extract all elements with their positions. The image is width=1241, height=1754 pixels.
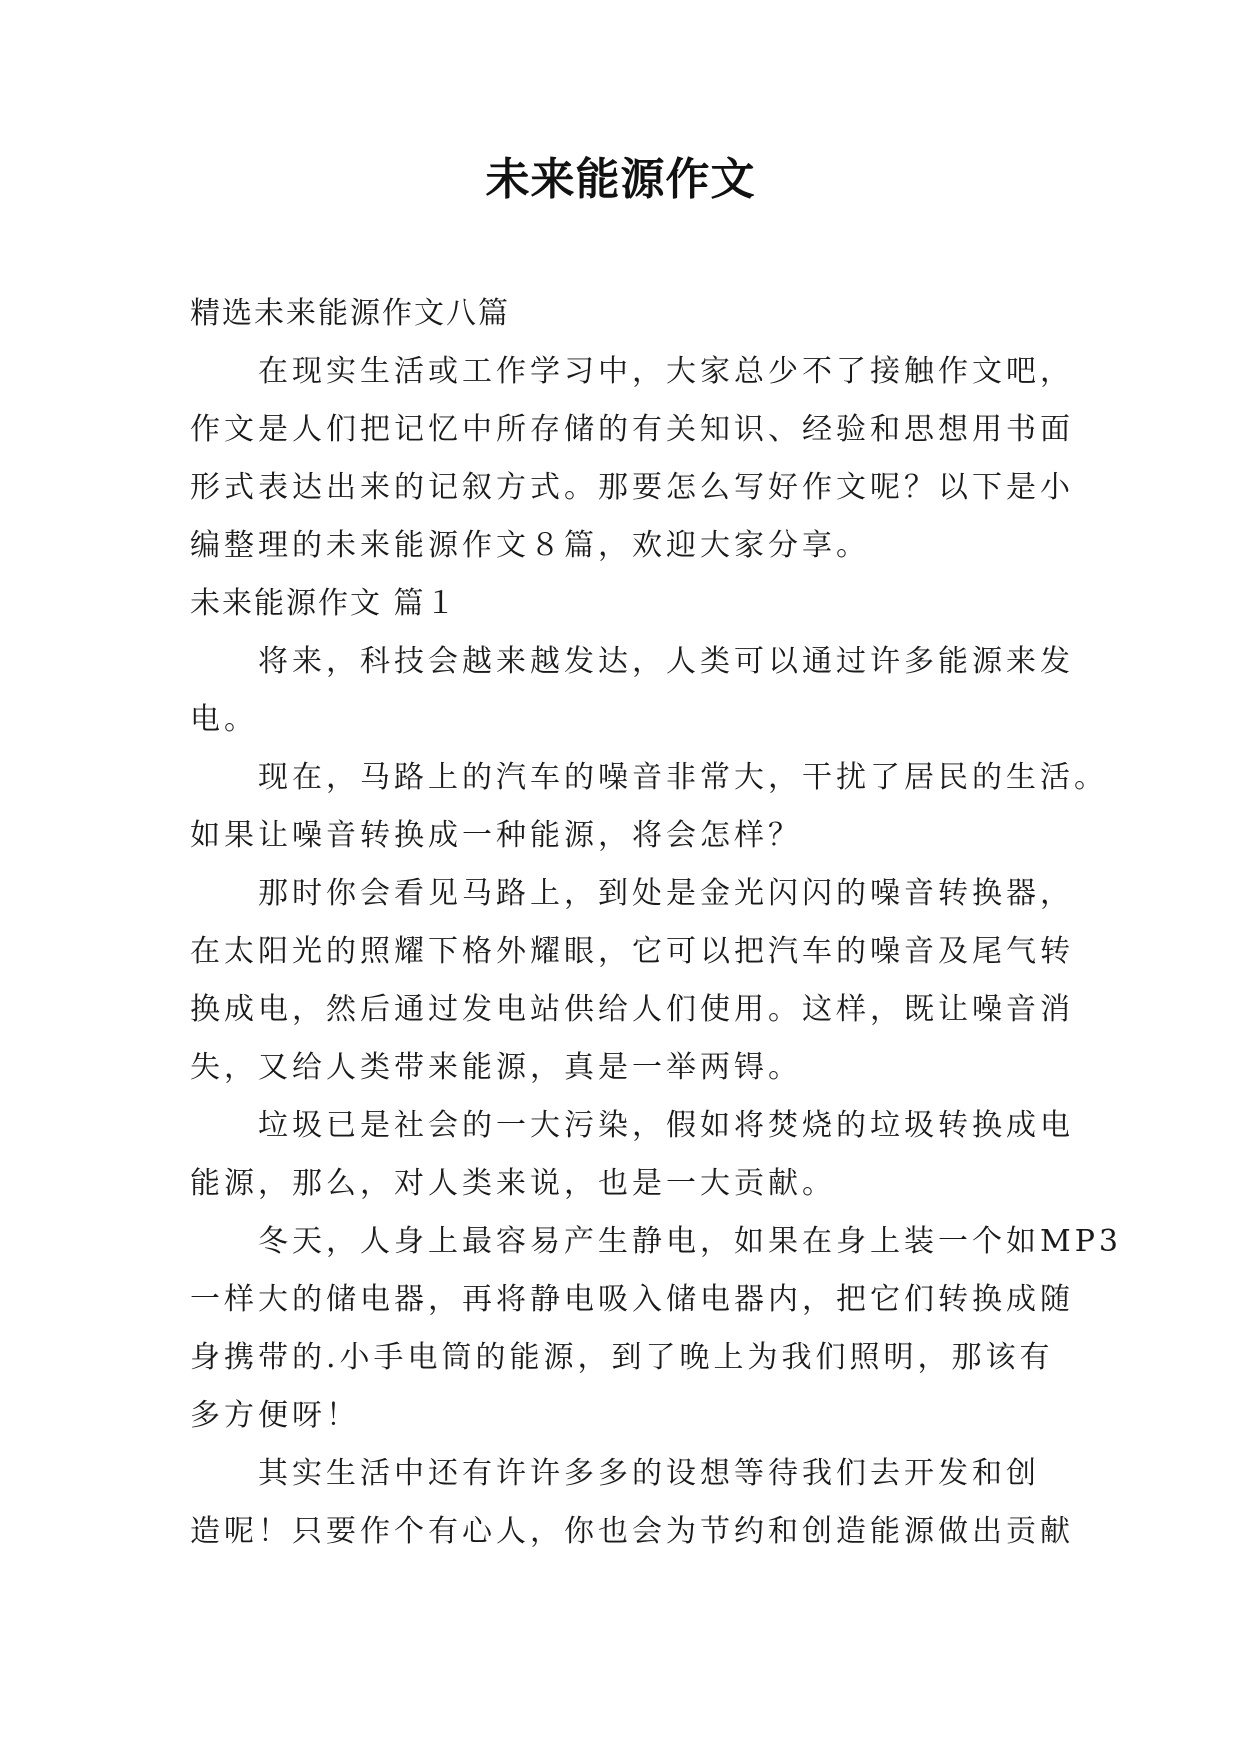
paragraph-line: 造呢！只要作个有心人，你也会为节约和创造能源做出贡献 [190, 1514, 1074, 1549]
paragraph-line: 一样大的储电器，再将静电吸入储电器内，把它们转换成随 [190, 1282, 1074, 1317]
paragraph-line: 形式表达出来的记叙方式。那要怎么写好作文呢？以下是小 [190, 470, 1074, 505]
paragraph-line: 编整理的未来能源作文８篇，欢迎大家分享。 [190, 528, 870, 563]
paragraph-line: 现在，马路上的汽车的噪音非常大，干扰了居民的生活。 [258, 760, 1108, 795]
document-body [190, 285, 1122, 1561]
paragraph-line: 作文是人们把记忆中所存储的有关知识、经验和思想用书面 [190, 412, 1074, 447]
paragraph-line: 其实生活中还有许许多多的设想等待我们去开发和创 [258, 1456, 1040, 1491]
section-heading: 未来能源作文 篇１ [190, 586, 458, 621]
paragraph-line: 在太阳光的照耀下格外耀眼，它可以把汽车的噪音及尾气转 [190, 934, 1074, 969]
subtitle-line: 精选未来能源作文八篇 [190, 296, 510, 331]
paragraph-line: 冬天，人身上最容易产生静电，如果在身上装一个如MP3 [258, 1224, 1122, 1259]
paragraph-line: 垃圾已是社会的一大污染，假如将焚烧的垃圾转换成电 [258, 1108, 1074, 1143]
paragraph-line: 在现实生活或工作学习中，大家总少不了接触作文吧， [258, 354, 1074, 389]
document-title: 未来能源作文 [485, 154, 756, 205]
paragraph-line: 那时你会看见马路上，到处是金光闪闪的噪音转换器， [258, 876, 1074, 911]
paragraph-line: 电。 [190, 702, 258, 737]
paragraph-line: 身携带的.小手电筒的能源，到了晚上为我们照明，那该有 [190, 1340, 1054, 1375]
paragraph-line: 将来，科技会越来越发达，人类可以通过许多能源来发 [258, 644, 1074, 679]
paragraph-line: 如果让噪音转换成一种能源，将会怎样？ [190, 818, 802, 853]
paragraph-line: 换成电，然后通过发电站供给人们使用。这样，既让噪音消 [190, 992, 1074, 1027]
paragraph-line: 多方便呀！ [190, 1398, 360, 1433]
paragraph-line: 能源，那么，对人类来说，也是一大贡献。 [190, 1166, 836, 1201]
paragraph-line: 失，又给人类带来能源，真是一举两锝。 [190, 1050, 802, 1085]
